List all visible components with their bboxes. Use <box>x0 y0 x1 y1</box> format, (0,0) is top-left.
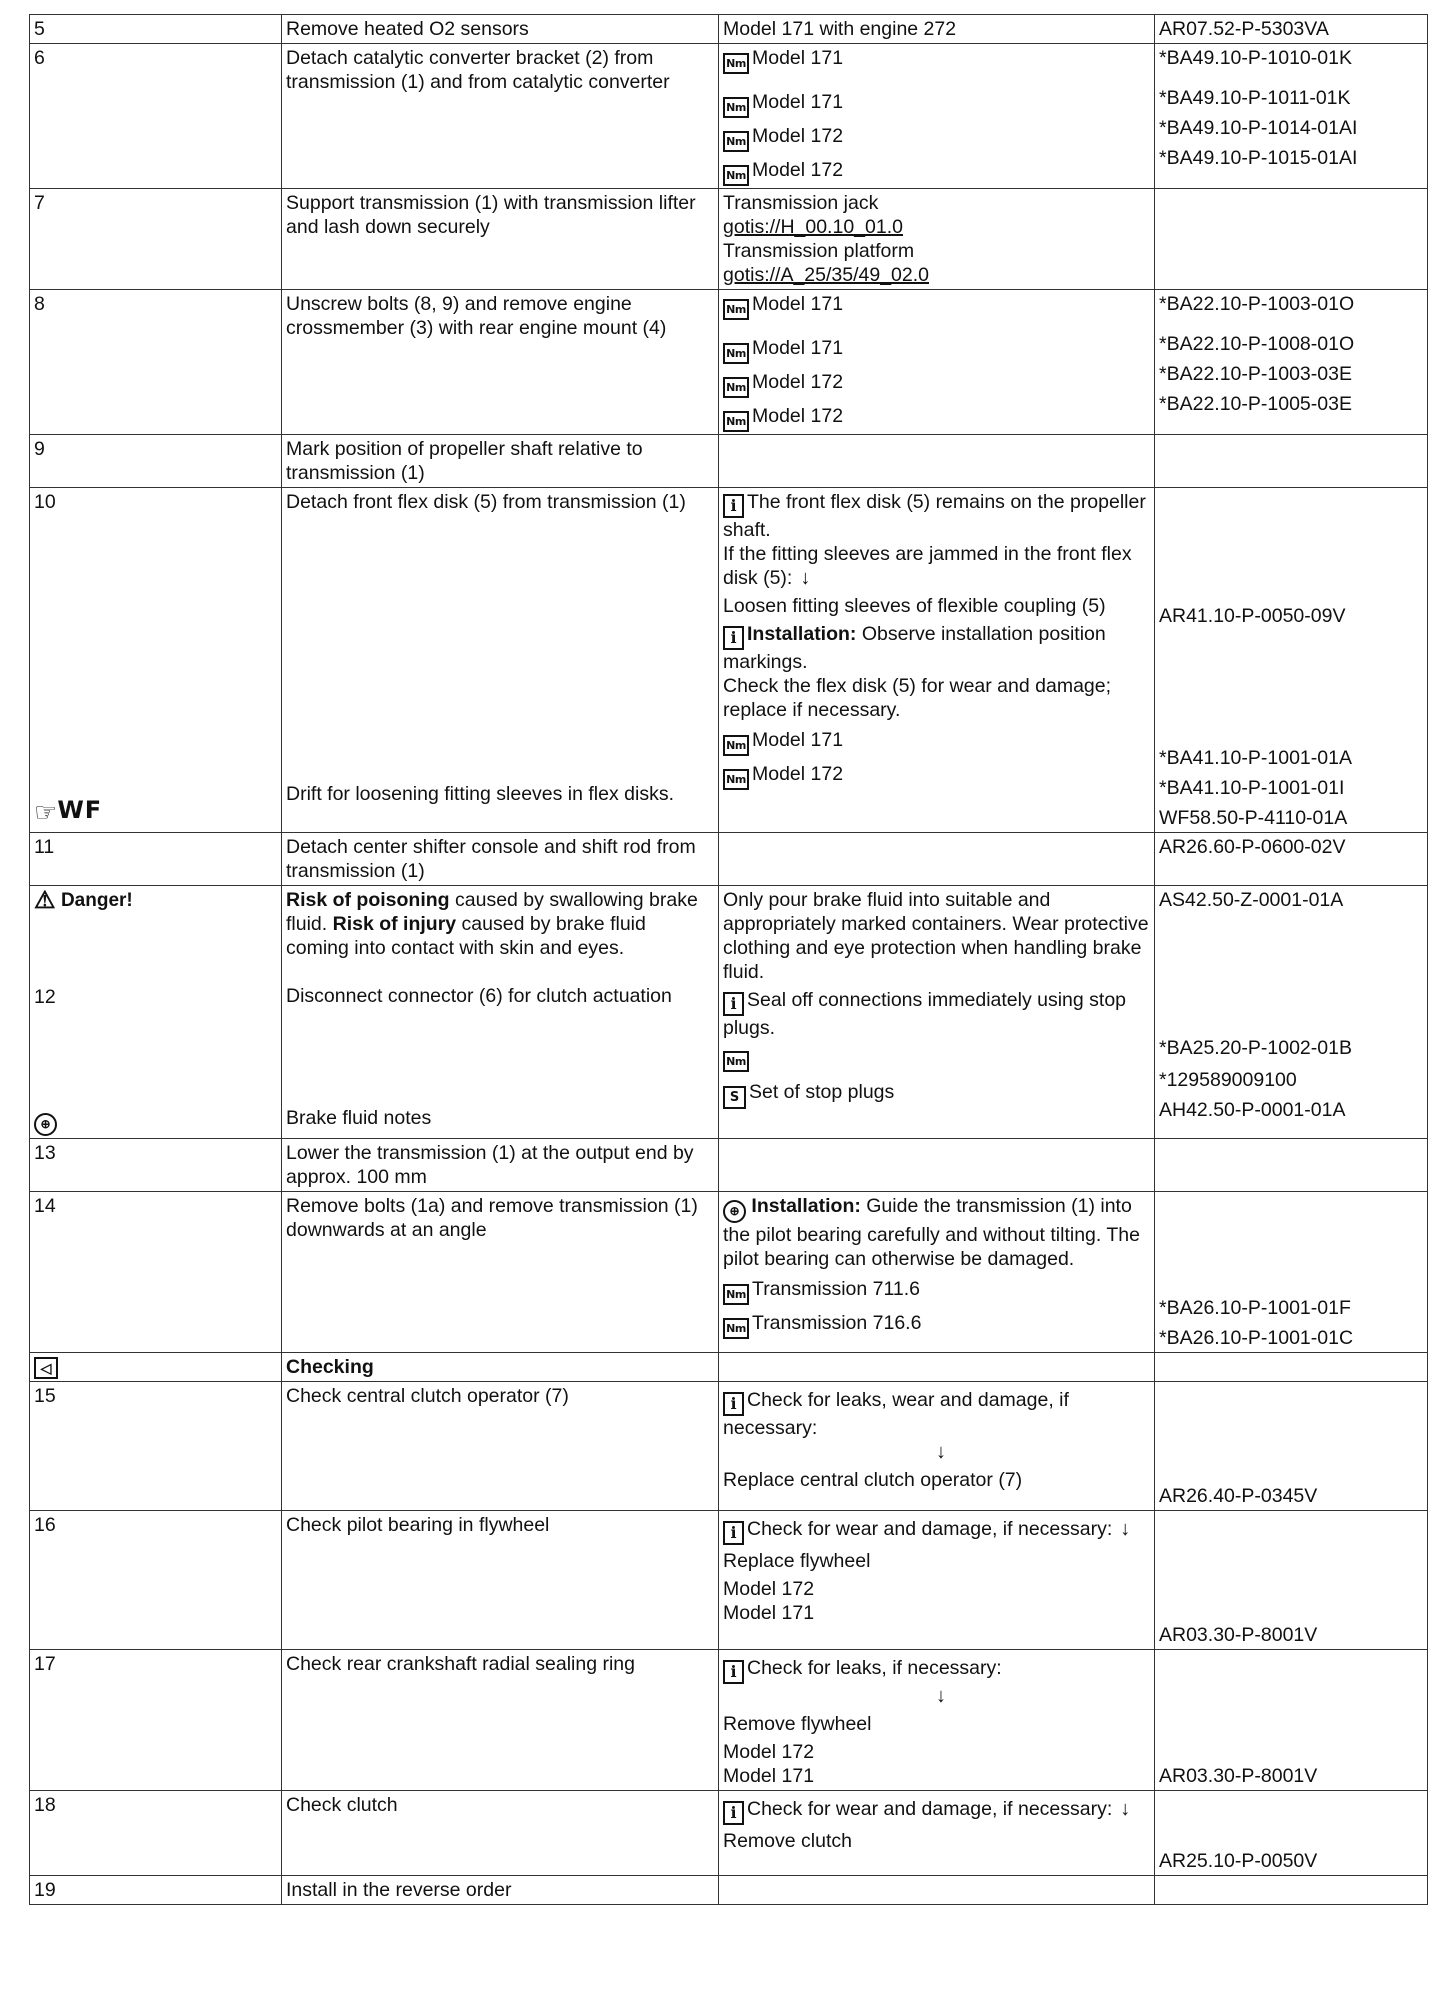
step-notes: Nm Model 171 Nm Model 171 Nm Model 172 Nm Model 172 <box>719 44 1155 189</box>
step-notes: i Check for leaks, if necessary: ↓ Remove flywheel Model 172 Model 171 <box>719 1650 1155 1791</box>
step-action: Install in the reverse order <box>282 1876 719 1905</box>
table-row <box>30 1791 1428 1876</box>
table-row <box>30 290 1428 435</box>
step-action: Lower the transmission (1) at the output end by approx. 100 mm <box>282 1139 719 1192</box>
reference-link[interactable]: AR25.10-P-0050V <box>1159 1850 1318 1872</box>
tool-name: Transmission platform <box>723 240 915 262</box>
torque-nm-icon[interactable]: Nm <box>723 1284 749 1305</box>
reference-link[interactable]: AR26.40-P-0345V <box>1159 1485 1318 1507</box>
table-row <box>30 1139 1428 1192</box>
step-number: ⚠ Danger! 12 ⊕ <box>30 886 282 1139</box>
step-notes: i Check for wear and damage, if necessary: ↓ Remove clutch <box>719 1791 1155 1876</box>
step-number: 7 <box>30 189 282 290</box>
step-notes: Nm Model 171 Nm Model 171 Nm Model 172 Nm Model 172 <box>719 290 1155 435</box>
arrow-down-icon: ↓ <box>1120 1798 1131 1820</box>
step-reference <box>1155 435 1428 488</box>
danger-text: Risk of poisoning caused by swallowing brake fluid. Risk of injury caused by brake fluid coming into contact with skin and eyes. <box>286 889 698 959</box>
step-action: Mark position of propeller shaft relative to transmission (1) <box>282 435 719 488</box>
step-number: 15 <box>30 1382 282 1511</box>
step-number: 9 <box>30 435 282 488</box>
step-reference <box>1155 1650 1428 1791</box>
step-action: Check clutch <box>282 1791 719 1876</box>
special-tool-icon[interactable]: S <box>723 1086 746 1109</box>
reference-link[interactable]: *BA49.10-P-1011-01K <box>1159 87 1351 109</box>
step-number: 11 <box>30 833 282 886</box>
reference-link[interactable]: *BA26.10-P-1001-01C <box>1159 1327 1354 1349</box>
step-action: Check central clutch operator (7) <box>282 1382 719 1511</box>
table-row <box>30 833 1428 886</box>
torque-nm-icon[interactable]: Nm <box>723 97 749 118</box>
step-number: 19 <box>30 1876 282 1905</box>
torque-nm-icon[interactable]: Nm <box>723 165 749 186</box>
step-notes: i Check for wear and damage, if necessary: ↓ Replace flywheel Model 172 Model 171 <box>719 1511 1155 1650</box>
step-number: 18 <box>30 1791 282 1876</box>
warning-icon: ⚠ <box>34 887 56 914</box>
step-reference <box>1155 1511 1428 1650</box>
step-action: Check rear crankshaft radial sealing ring <box>282 1650 719 1791</box>
step-notes: ⊕ Installation: Guide the transmission (1) into the pilot bearing carefully and without tilting. The pilot bearing can otherwise be damaged. Nm Transmission 711.6 Nm Transmission 716.6 <box>719 1192 1155 1353</box>
reference-link[interactable]: *BA49.10-P-1010-01K <box>1159 47 1352 69</box>
step-action: Support transmission (1) with transmission lifter and lash down securely <box>282 189 719 290</box>
workshop-equipment-label: WF <box>57 796 103 824</box>
torque-nm-icon[interactable]: Nm <box>723 377 749 398</box>
table-row <box>30 1382 1428 1511</box>
reference-link[interactable]: *BA49.10-P-1014-01AI <box>1159 117 1358 139</box>
reference-link[interactable]: *BA22.10-P-1005-03E <box>1159 393 1352 415</box>
tool-link[interactable]: gotis://H_00.10_01.0 <box>723 216 903 238</box>
table-row <box>30 1876 1428 1905</box>
step-notes <box>719 833 1155 886</box>
step-action: Check pilot bearing in flywheel <box>282 1511 719 1650</box>
step-number: 6 <box>30 44 282 189</box>
table-row <box>30 1353 1428 1382</box>
torque-nm-icon[interactable]: Nm <box>723 1318 749 1339</box>
step-reference <box>1155 44 1428 189</box>
table-row <box>30 435 1428 488</box>
reference-link[interactable]: *BA25.20-P-1002-01B <box>1159 1037 1352 1059</box>
table-row <box>30 15 1428 44</box>
step-reference <box>1155 1791 1428 1876</box>
step-reference <box>1155 1382 1428 1511</box>
step-number <box>30 1353 282 1382</box>
step-number: 8 <box>30 290 282 435</box>
step-notes <box>719 1353 1155 1382</box>
notes-circle-icon[interactable]: ⊕ <box>34 1113 57 1136</box>
reference-link[interactable]: *BA22.10-P-1003-01O <box>1159 293 1355 315</box>
reference-link[interactable]: *BA22.10-P-1008-01O <box>1159 333 1355 355</box>
reference-link[interactable]: *BA41.10-P-1001-01I <box>1159 777 1345 799</box>
step-action: Detach catalytic converter bracket (2) from transmission (1) and from catalytic converter <box>282 44 719 189</box>
step-reference[interactable]: AR07.52-P-5303VA <box>1155 15 1428 44</box>
reference-link[interactable]: WF58.50-P-4110-01A <box>1159 807 1348 829</box>
tool-link[interactable]: gotis://A_25/35/49_02.0 <box>723 264 929 286</box>
table-row <box>30 1650 1428 1791</box>
step-number: 5 <box>30 15 282 44</box>
step-reference <box>1155 488 1428 833</box>
step-notes: i The front flex disk (5) remains on the propeller shaft. If the fitting sleeves are jammed in the front flex disk (5): ↓ Loosen fitting sleeves of flexible coupling (5) i Installation: Observe installation position markings. Check the flex disk (5) for wear and damage; replace if necessary. Nm Model 171 Nm Model 172 <box>719 488 1155 833</box>
table-row <box>30 44 1428 189</box>
step-action: Remove bolts (1a) and remove transmission (1) downwards at an angle <box>282 1192 719 1353</box>
installation-circle-icon[interactable]: ⊕ <box>723 1200 746 1223</box>
torque-nm-icon[interactable]: Nm <box>723 735 749 756</box>
step-reference <box>1155 1139 1428 1192</box>
torque-nm-icon[interactable]: Nm <box>723 299 749 320</box>
torque-nm-icon[interactable]: Nm <box>723 411 749 432</box>
torque-nm-icon[interactable]: Nm <box>723 769 749 790</box>
step-reference <box>1155 1353 1428 1382</box>
arrow-down-icon: ↓ <box>800 567 811 589</box>
arrow-down-icon: ↓ <box>936 1441 946 1463</box>
checking-icon: ◁ <box>34 1357 58 1379</box>
reference-link[interactable]: AR03.30-P-8001V <box>1159 1765 1318 1787</box>
step-action: Detach center shifter console and shift rod from transmission (1) <box>282 833 719 886</box>
table-row <box>30 1511 1428 1650</box>
step-reference <box>1155 1876 1428 1905</box>
step-notes <box>719 1139 1155 1192</box>
step-notes: Model 171 with engine 272 <box>719 15 1155 44</box>
info-icon[interactable]: i <box>723 494 744 518</box>
tool-number[interactable]: *129589009100 <box>1159 1069 1297 1091</box>
arrow-down-icon: ↓ <box>1120 1518 1131 1540</box>
procedure-table <box>29 14 1428 1905</box>
reference-link[interactable]: *BA26.10-P-1001-01F <box>1159 1297 1351 1319</box>
step-action: Detach front flex disk (5) from transmission (1) Drift for loosening fitting sleeves in flex disks. <box>282 488 719 833</box>
reference-link[interactable]: AR03.30-P-8001V <box>1159 1624 1318 1646</box>
step-action: Unscrew bolts (8, 9) and remove engine crossmember (3) with rear engine mount (4) <box>282 290 719 435</box>
step-reference <box>1155 189 1428 290</box>
wf-action: Drift for loosening fitting sleeves in flex disks. <box>286 783 675 805</box>
step-number: 14 <box>30 1192 282 1353</box>
table-row <box>30 488 1428 833</box>
info-icon[interactable]: i <box>723 1660 744 1684</box>
reference-link[interactable]: AS42.50-Z-0001-01A <box>1159 889 1344 911</box>
info-icon[interactable]: i <box>723 992 744 1016</box>
step-notes <box>719 1876 1155 1905</box>
danger-notes: Only pour brake fluid into suitable and appropriately marked containers. Wear protective clothing and eye protection when handling brake fluid. <box>723 889 1149 983</box>
step-reference[interactable]: AR26.60-P-0600-02V <box>1155 833 1428 886</box>
torque-nm-icon[interactable]: Nm <box>723 1051 749 1072</box>
reference-link[interactable]: AH42.50-P-0001-01A <box>1159 1099 1346 1121</box>
info-icon[interactable]: i <box>723 1392 744 1416</box>
brake-fluid-notes: Brake fluid notes <box>286 1107 432 1129</box>
step-reference <box>1155 1192 1428 1353</box>
arrow-down-icon: ↓ <box>936 1685 946 1707</box>
step-reference <box>1155 886 1428 1139</box>
reference-link[interactable]: *BA22.10-P-1003-03E <box>1159 363 1352 385</box>
step-action: Remove heated O2 sensors <box>282 15 719 44</box>
step-number: 13 <box>30 1139 282 1192</box>
step-number: 10 ☞WF <box>30 488 282 833</box>
hand-pointer-icon: ☞ <box>34 797 58 827</box>
danger-label: Danger! <box>60 890 133 911</box>
table-row <box>30 886 1428 1139</box>
step-notes: Only pour brake fluid into suitable and appropriately marked containers. Wear protective clothing and eye protection when handling brake fluid. i Seal off connections immediately using stop plugs. Nm S Set of stop plugs <box>719 886 1155 1139</box>
step-notes <box>719 435 1155 488</box>
reference-link[interactable]: *BA49.10-P-1015-01AI <box>1159 147 1358 169</box>
torque-nm-icon[interactable]: Nm <box>723 343 749 364</box>
reference-link[interactable]: *BA41.10-P-1001-01A <box>1159 747 1352 769</box>
step-number: 17 <box>30 1650 282 1791</box>
step-notes <box>719 189 1155 290</box>
step-number: 16 <box>30 1511 282 1650</box>
info-icon[interactable]: i <box>723 626 744 650</box>
step-action: Risk of poisoning caused by swallowing brake fluid. Risk of injury caused by brake fluid coming into contact with skin and eyes. Disconnect connector (6) for clutch actuation Brake fluid notes <box>282 886 719 1139</box>
reference-link[interactable]: AR41.10-P-0050-09V <box>1159 605 1346 627</box>
torque-nm-icon[interactable]: Nm <box>723 131 749 152</box>
tool-name: Transmission jack <box>723 192 879 214</box>
info-icon[interactable]: i <box>723 1801 744 1825</box>
info-icon[interactable]: i <box>723 1521 744 1545</box>
step-reference <box>1155 290 1428 435</box>
step-notes: i Check for leaks, wear and damage, if necessary: ↓ Replace central clutch operator (7) <box>719 1382 1155 1511</box>
torque-nm-icon[interactable]: Nm <box>723 53 749 74</box>
section-heading: Checking <box>282 1353 719 1382</box>
table-row <box>30 1192 1428 1353</box>
table-row <box>30 189 1428 290</box>
